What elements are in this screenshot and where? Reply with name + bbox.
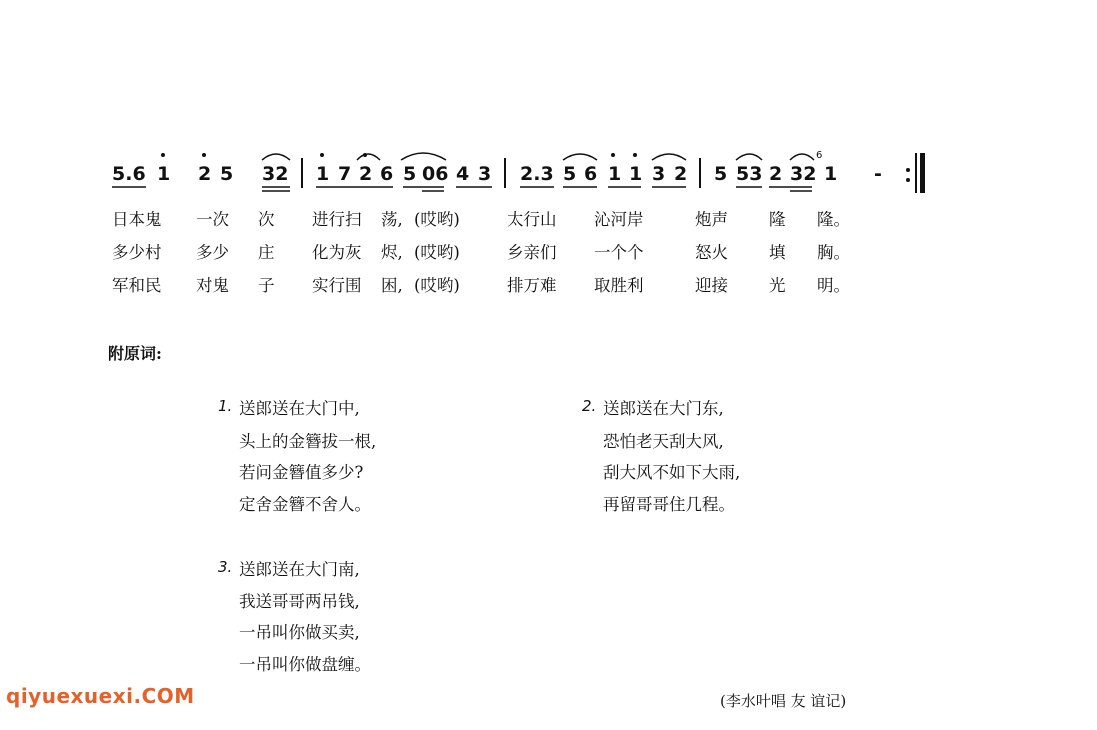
verse-line: 若问金簪值多少? — [239, 463, 364, 482]
note: 2 — [674, 163, 688, 185]
slur — [262, 154, 290, 160]
note: 7 — [338, 163, 352, 185]
verse-line: 我送哥哥两吊钱, — [239, 592, 360, 611]
slur — [790, 154, 814, 160]
grace-note: 6 — [816, 150, 823, 161]
note: 5 — [563, 163, 577, 185]
credit-line: (李水叶唱 友 谊记) — [720, 692, 847, 710]
note: 2 — [769, 163, 783, 185]
verse-number: 1. — [218, 397, 233, 415]
note: 4 — [456, 163, 470, 185]
note: 1 — [629, 163, 643, 185]
verse-line: 头上的金簪拔一根, — [239, 432, 377, 451]
octave-dot — [320, 153, 324, 157]
note: 06 — [422, 163, 449, 185]
verse-line: 送郎送在大门东, — [603, 399, 724, 418]
site-watermark: qiyuexuexi.COM — [6, 684, 195, 708]
note: 3 — [652, 163, 666, 185]
slur — [652, 154, 686, 160]
verse-line: 送郎送在大门南, — [239, 560, 360, 579]
octave-dot — [611, 153, 615, 157]
verse-line: 送郎送在大门中, — [239, 399, 360, 418]
octave-dot — [161, 153, 165, 157]
note: 5.6 — [112, 163, 146, 185]
slur — [357, 154, 380, 160]
verse-line: 定舍金簪不舍人。 — [239, 495, 371, 514]
note: 2 — [198, 163, 212, 185]
note: 5 — [220, 163, 234, 185]
note: 1 — [157, 163, 171, 185]
note: 6 — [584, 163, 598, 185]
octave-dot — [633, 153, 637, 157]
note: 32 — [790, 163, 817, 185]
verse-line: 恐怕老天刮大风, — [603, 432, 724, 451]
note: 32 — [262, 163, 289, 185]
verse-line: 一吊叫你做盘缠。 — [239, 655, 371, 674]
note: 1 — [824, 163, 838, 185]
verse-line: 刮大风不如下大雨, — [603, 463, 741, 482]
verse-number: 2. — [582, 397, 597, 415]
slur — [736, 154, 762, 160]
note: 1 — [608, 163, 622, 185]
octave-dot — [202, 153, 206, 157]
note: - — [874, 163, 882, 185]
verse-line: 一吊叫你做买卖, — [239, 623, 360, 642]
note: 5 — [714, 163, 728, 185]
note: 3 — [478, 163, 492, 185]
jianpu-score — [0, 0, 1097, 200]
verse-number: 3. — [218, 558, 233, 576]
note: 2.3 — [520, 163, 554, 185]
note: 1 — [316, 163, 330, 185]
note: 2 — [359, 163, 373, 185]
verse-line: 再留哥哥住几程。 — [603, 495, 735, 514]
note: 5 — [403, 163, 417, 185]
appendix-heading: 附原词: — [108, 344, 162, 363]
score-marks — [0, 0, 1097, 200]
repeat-dot — [906, 178, 910, 182]
slur — [401, 153, 446, 160]
note: 53 — [736, 163, 763, 185]
final-barline — [915, 153, 917, 193]
repeat-dot — [906, 168, 910, 172]
final-barline-thick — [920, 153, 925, 193]
slur — [563, 154, 597, 160]
note: 6 — [380, 163, 394, 185]
